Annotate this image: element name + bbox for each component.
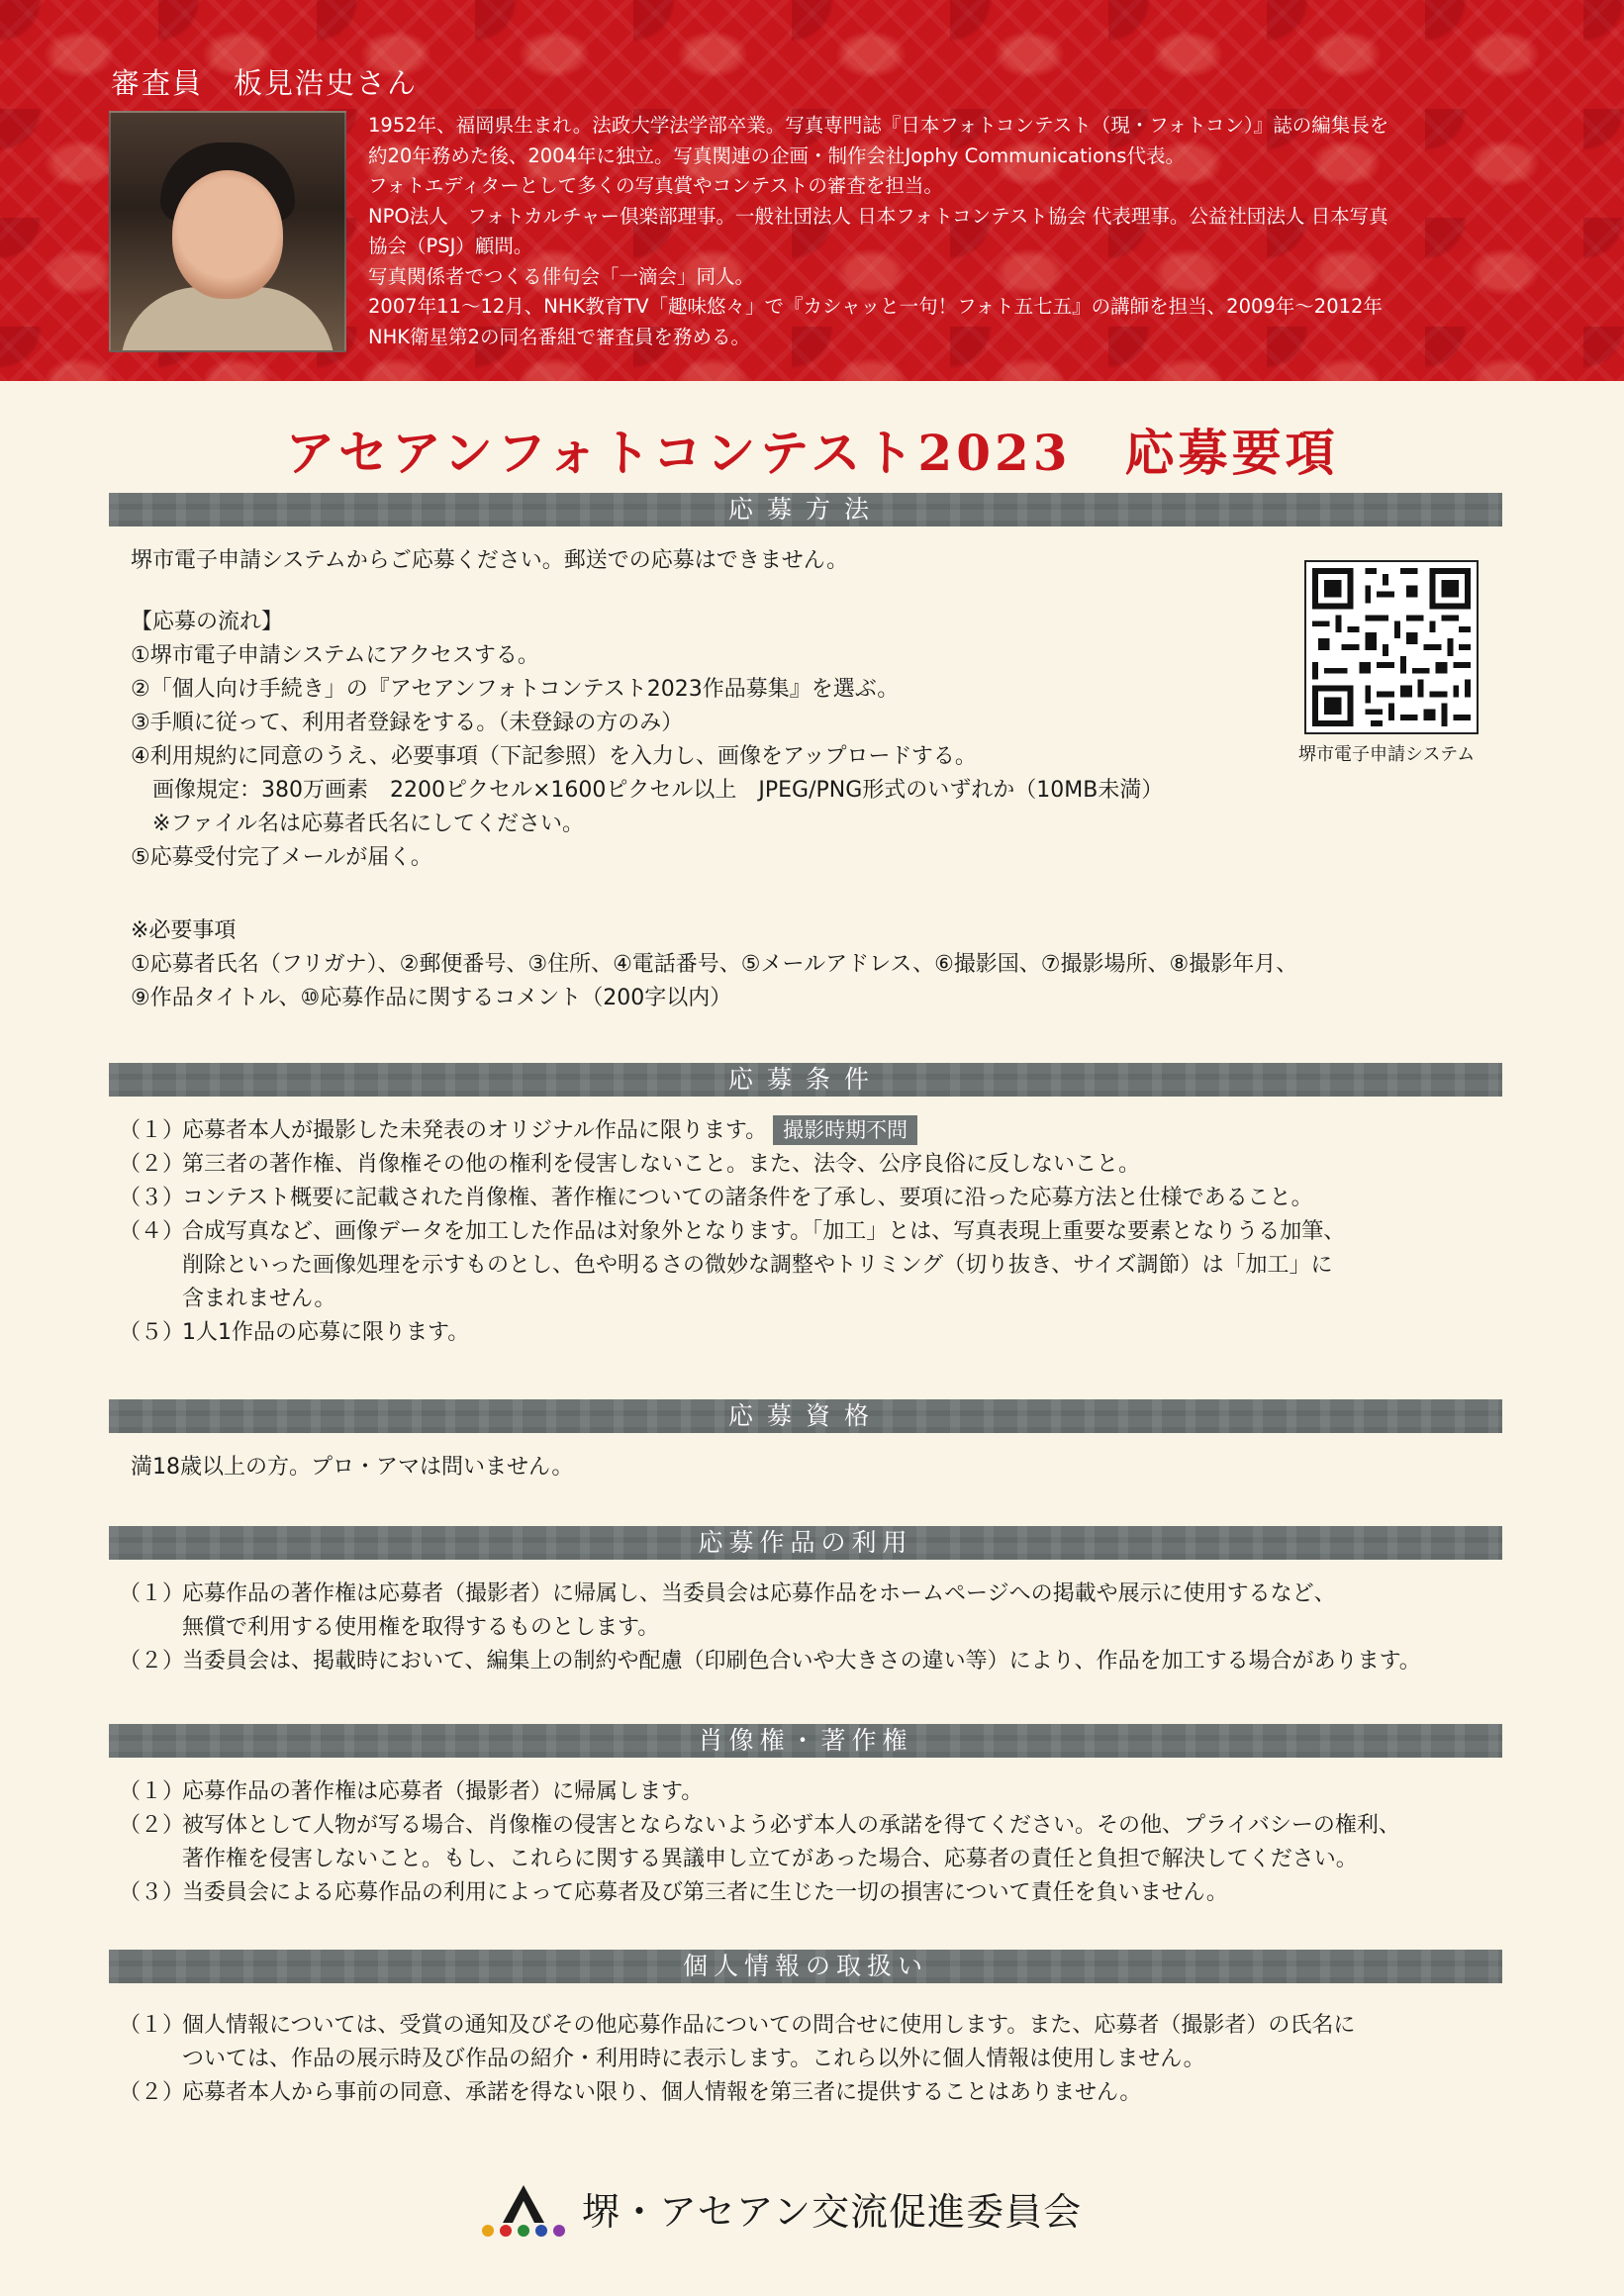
list-text: 被写体として人物が写る場合、肖像権の侵害とならないよう必ず本人の承諾を得てください。その他、プライバシーの権利、 bbox=[182, 1813, 1400, 1838]
list-text: 当委員会は、掲載時において、編集上の制約や配慮（印刷色合いや大きさの違い等）により、作品を加工する場合があります。 bbox=[182, 1649, 1421, 1674]
judge-bio-line: 約20年務めた後、2004年に独立。写真関連の企画・制作会社Jophy Communications代表。 bbox=[368, 144, 1185, 167]
list-text: 応募作品の著作権は応募者（撮影者）に帰属します。 bbox=[182, 1779, 704, 1804]
flow-label: 【応募の流れ】 bbox=[131, 610, 284, 634]
section-heading-usage: 応募作品の利用 bbox=[109, 1526, 1502, 1560]
judge-title: 審査員 板見浩史さん bbox=[111, 66, 419, 100]
list-text: 第三者の著作権、肖像権その他の権利を侵害しないこと。また、法令、公序良俗に反しないこと。 bbox=[182, 1152, 1141, 1177]
flow-step: ④利用規約に同意のうえ、必要事項（下記参照）を入力し、画像をアップロードする。 bbox=[131, 744, 977, 769]
judge-bio-line: NHK衛星第2の同名番組で審査員を務める。 bbox=[368, 325, 750, 348]
list-text: 著作権を侵害しないこと。もし、これらに関する異議申し立てがあった場合、応募者の責任と負担で解決してください。 bbox=[182, 1847, 1358, 1871]
list-text: 個人情報については、受賞の通知及びその他応募作品についての問合せに使用します。また、応募者（撮影者）の氏名に bbox=[182, 2013, 1356, 2038]
list-text: 当委員会による応募作品の利用によって応募者及び第三者に生じた一切の損害について責任を負いません。 bbox=[182, 1880, 1228, 1905]
list-number: （１） bbox=[119, 1581, 185, 1606]
judge-header-band bbox=[0, 0, 1624, 381]
required-fields: ①応募者氏名（フリガナ）、②郵便番号、③住所、④電話番号、⑤メールアドレス、⑥撮影国、⑦撮影場所、⑧撮影年月、 bbox=[131, 952, 1298, 977]
eligibility-text: 満18歳以上の方。プロ・アマは問いません。 bbox=[131, 1455, 574, 1480]
flow-step: ①堺市電子申請システムにアクセスする。 bbox=[131, 643, 539, 668]
list-number: （２） bbox=[119, 2080, 185, 2105]
section-heading-conditions: 応募条件 bbox=[109, 1063, 1502, 1097]
image-spec: 画像規定：380万画素 2200ピクセル×1600ピクセル以上 JPEG/PNG形式のいずれか（10MB未満） bbox=[131, 778, 1164, 803]
list-number: （２） bbox=[119, 1649, 185, 1674]
list-number: （５） bbox=[119, 1320, 185, 1345]
judge-bio-line: フォトエディターとして多くの写真賞やコンテストの審査を担当。 bbox=[368, 174, 943, 197]
method-intro: 堺市電子申請システムからご応募ください。郵送での応募はできません。 bbox=[131, 548, 849, 573]
list-text: コンテスト概要に記載された肖像権、著作権についての諸条件を了承し、要項に沿った応募方法と仕様であること。 bbox=[182, 1186, 1313, 1210]
section-heading-method: 応募方法 bbox=[109, 493, 1502, 526]
list-number: （３） bbox=[119, 1186, 185, 1210]
list-text: 応募作品の著作権は応募者（撮影者）に帰属し、当委員会は応募作品をホームページへの掲載や展示に使用するなど、 bbox=[182, 1581, 1336, 1606]
list-text: 合成写真など、画像データを加工した作品は対象外となります。「加工」とは、写真表現上重要な要素となりうる加筆、 bbox=[182, 1219, 1346, 1244]
list-number: （１） bbox=[119, 2013, 185, 2038]
flow-step: ③手順に従って、利用者登録をする。（未登録の方のみ） bbox=[131, 711, 684, 735]
judge-bio-line: 協会（PSJ）顧問。 bbox=[368, 235, 533, 257]
list-text: 削除といった画像処理を示すものとし、色や明るさの微妙な調整やトリミング（切り抜き、サイズ調節）は「加工」に bbox=[182, 1253, 1333, 1278]
section-heading-privacy: 個人情報の取扱い bbox=[109, 1950, 1502, 1983]
list-text: 1人1作品の応募に限ります。 bbox=[182, 1320, 470, 1345]
judge-bio-line: 2007年11～12月、NHK教育TV「趣味悠々」で『カシャッと一句！フォト五七五』の講師を担当、2009年～2012年 bbox=[368, 295, 1383, 318]
organization-logo bbox=[479, 2181, 568, 2239]
list-number: （１） bbox=[119, 1118, 185, 1143]
list-number: （３） bbox=[119, 1880, 185, 1905]
judge-bio-line: 写真関係者でつくる俳句会「一滴会」同人。 bbox=[368, 264, 755, 288]
judge-bio bbox=[368, 111, 1516, 352]
status-badge: 撮影時期不問 bbox=[773, 1115, 917, 1145]
list-number: （１） bbox=[119, 1779, 185, 1804]
qr-code-icon[interactable] bbox=[1304, 560, 1479, 734]
list-text: ついては、作品の展示時及び作品の紹介・利用時に表示します。これら以外に個人情報は使用しません。 bbox=[182, 2047, 1205, 2071]
list-text: 応募者本人から事前の同意、承諾を得ない限り、個人情報を第三者に提供することはありません。 bbox=[182, 2080, 1142, 2105]
judge-bio-line: 1952年、福岡県生まれ。法政大学法学部卒業。写真専門誌『日本フォトコンテスト（現・フォトコン）』誌の編集長を bbox=[368, 114, 1389, 137]
filename-note: ※ファイル名は応募者氏名にしてください。 bbox=[131, 812, 584, 836]
required-fields: ⑨作品タイトル、⑩応募作品に関するコメント（200字以内） bbox=[131, 986, 732, 1010]
required-label: ※必要事項 bbox=[131, 918, 237, 943]
list-number: （２） bbox=[119, 1152, 185, 1177]
judge-portrait-photo bbox=[109, 111, 346, 352]
list-text: 含まれません。 bbox=[182, 1287, 336, 1311]
section-heading-rights: 肖像権・著作権 bbox=[109, 1724, 1502, 1758]
list-text: 応募者本人が撮影した未発表のオリジナル作品に限ります。 bbox=[182, 1118, 768, 1143]
judge-bio-line: NPO法人 フォトカルチャー倶楽部理事。一般社団法人 日本フォトコンテスト協会 代表理事。公益社団法人 日本写真 bbox=[368, 204, 1388, 228]
section-heading-eligibility: 応募資格 bbox=[109, 1399, 1502, 1433]
flow-step: ⑤応募受付完了メールが届く。 bbox=[131, 845, 432, 870]
list-text: 無償で利用する使用権を取得するものとします。 bbox=[182, 1615, 660, 1640]
flow-step: ②「個人向け手続き」の『アセアンフォトコンテスト2023作品募集』を選ぶ。 bbox=[131, 677, 900, 702]
organization-name: 堺・アセアン交流促進委員会 bbox=[582, 2190, 1083, 2234]
list-number: （２） bbox=[119, 1813, 185, 1838]
list-number: （４） bbox=[119, 1219, 185, 1244]
qr-caption: 堺市電子申請システム bbox=[1298, 744, 1476, 765]
page-title: アセアンフォトコンテスト2023 応募要項 bbox=[285, 424, 1339, 482]
